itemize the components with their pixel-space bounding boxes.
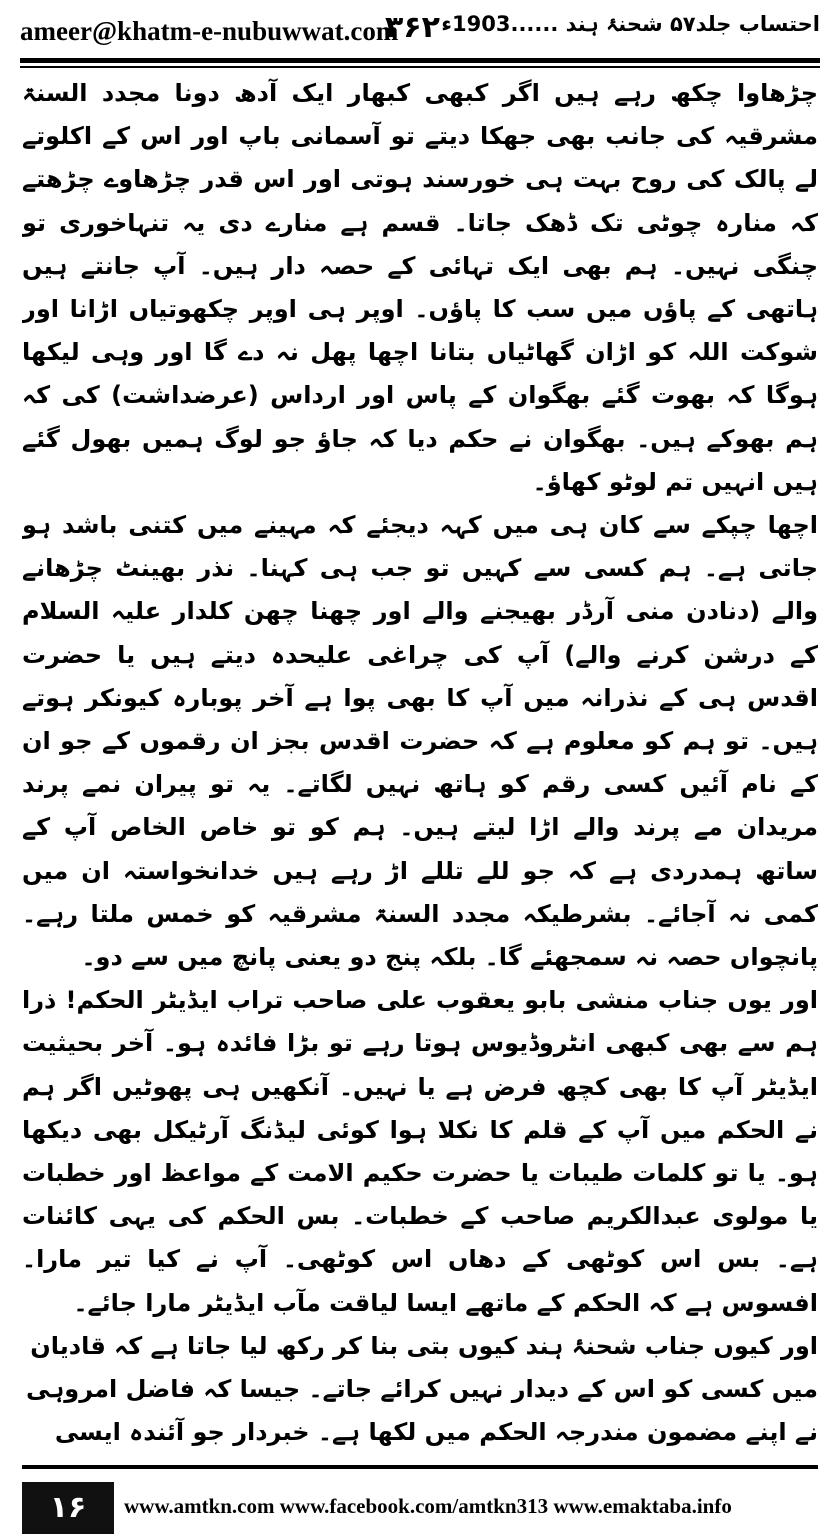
header-rule-thin: [20, 66, 820, 68]
body-paragraph-1: چڑھاوا چکھ رہے ہیں اگر کبھی کبھار ایک آدھ دونا مجدد السنۃ مشرقیہ کی جانب بھی جھکا دیتے تو آسمانی باپ اور اس کے اکلوتے لے پالک کی روح بہت ہی خورسند ہوتی اور اس قدر چڑھاوے چڑھتے کہ منارہ چوٹی تک ڈھک جاتا۔ قسم ہے منارے دی یہ تنہاخوری تو چنگی نہیں۔ ہم بھی ایک تہائی کے حصہ دار ہیں۔ آپ جانتے ہیں ہاتھی کے پاؤں میں سب کا پاؤں۔ اوپر ہی اوپر چکھوتیاں اڑانا اور شوکت اللہ کو اڑان گھاٹیاں بتانا اچھا پھل نہ دے گا اور وہی لیکھا ہوگا کہ بھوت گئے بھگوان کے پاس اور ارداس (عرضداشت) کی کہ ہم بھوکے ہیں۔ بھگوان نے حکم دیا کہ جاؤ جو لوگ ہمیں بھول گئے ہیں انہیں تم لوٹو کھاؤ۔: [22, 79, 818, 496]
footer-page-number: ۱۶: [22, 1482, 114, 1534]
footer-rule: [22, 1465, 818, 1469]
footer-links[interactable]: www.amtkn.com www.facebook.com/amtkn313 www.emaktaba.info: [124, 1494, 732, 1518]
header-title: احتساب جلد۵۷ شحنۂ ہند ......1903ء: [441, 12, 820, 36]
page-body: [22, 72, 818, 1452]
body-paragraph-4: اور کیوں جناب شحنۂ ہند کیوں بتی بنا کر رکھ لیا جاتا ہے کہ قادیان میں کسی کو اس کے دیدار نہیں کرائے جاتے۔ جیسا کہ فاضل امروہی نے اپنے مضمون مندرجہ الحکم میں لکھا ہے۔ خبردار جو آئندہ ایسی: [25, 1331, 818, 1447]
page-header: [0, 0, 840, 66]
header-page-number: ۳۶۲: [385, 10, 440, 45]
header-rule-thick: [20, 58, 820, 63]
body-paragraph-3: اور یوں جناب منشی بابو یعقوب علی صاحب تراب ایڈیٹر الحکم! ذرا ہم سے بھی کبھی انٹروڈیوس ہوتا رہے تو بڑا فائدہ ہو۔ آخر بحیثیت ایڈیٹر آپ کا بھی کچھ فرض ہے یا نہیں۔ آنکھیں ہی پھوٹیں اگر ہم نے الحکم میں آپ کے قلم کا نکلا ہوا کوئی لیڈنگ آرٹیکل بھی دیکھا ہو۔ یا تو کلمات طیبات یا حضرت حکیم الامت کے مواعظ اور خطبات یا مولوی عبدالکریم صاحب کے خطبات۔ بس الحکم کی یہی کائنات ہے۔ بس اس کوٹھی کے دھاں اس کوٹھی۔ آپ نے کیا تیر مارا۔ افسوس ہے کہ الحکم کے ماتھے ایسا لیاقت مآب ایڈیٹر مارا جائے۔: [22, 986, 818, 1317]
header-email: ameer@khatm-e-nubuwwat.com: [20, 16, 399, 46]
body-paragraph-2: اچھا چپکے سے کان ہی میں کہہ دیجئے کہ مہینے میں کتنی باشد ہو جاتی ہے۔ ہم کسی سے کہیں تو جب ہی کہنا۔ نذر بھینٹ چڑھانے والے (دنادن منی آرڈر بھیجنے والے اور چھنا چھن کلدار علیہ السلام کے درشن کرنے والے) آپ کی چراغی علیحدہ دیتے ہیں یا حضرت اقدس ہی کے نذرانہ میں آپ کا بھی پوا ہے آخر پوبارہ کیونکر ہوتے ہیں۔ تو ہم کو معلوم ہے کہ حضرت اقدس بجز ان رقموں کے جو ان کے نام آئیں کسی رقم کو ہاتھ نہیں لگاتے۔ یہ تو پیران نمے پرند مریدان مے پرند والے اڑا لیتے ہیں۔ ہم کو تو خاص الخاص آپ کے ساتھ ہمدردی ہے کہ جو للے تللے اڑ رہے ہیں خدانخواستہ ان میں کمی نہ آجائے۔ بشرطیکہ مجدد السنۃ مشرقیہ کو خمس ملتا رہے۔ پانچواں حصہ نہ سمجھئے گا۔ بلکہ پنج دو یعنی پانچ میں سے دو۔: [22, 511, 818, 972]
